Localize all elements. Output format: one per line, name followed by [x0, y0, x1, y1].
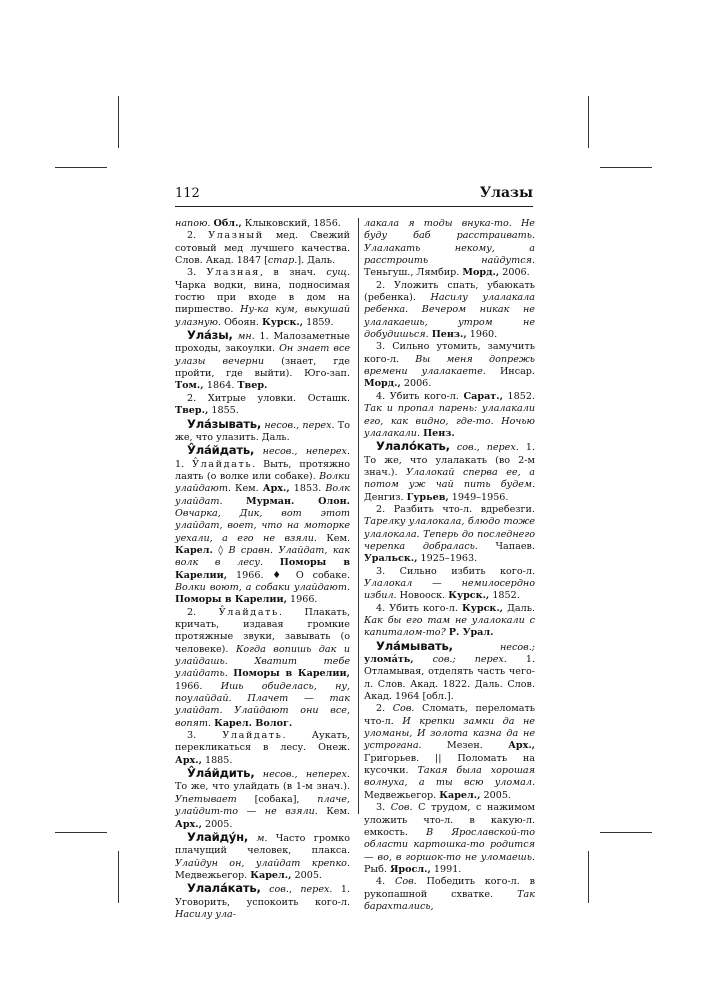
text-run: 1.	[175, 458, 193, 470]
italic-text: Так барахтались,	[364, 888, 535, 912]
bold-text: Курск.,	[262, 316, 304, 328]
italic-text: м.	[256, 832, 268, 844]
text-run: Теньгуш., Лямбир.	[364, 267, 463, 279]
text-run	[450, 442, 457, 453]
sense-paragraph	[364, 341, 535, 390]
sense-paragraph	[364, 876, 535, 913]
bold-text: Арх.,	[508, 740, 535, 752]
bold-text: Карел. Волог.	[214, 717, 293, 729]
italic-text: Он знает все улазы вечерни	[175, 343, 350, 367]
sense-paragraph	[175, 607, 350, 730]
text-run: мед. Свежий сотовый мед лучшего качества. Слов. Акад. 1847 [	[175, 230, 350, 267]
dictionary-entry	[175, 882, 350, 921]
bold-text: Гурьев,	[406, 491, 449, 503]
headword: Ула́мывать,	[376, 638, 453, 653]
headword: Улайду́н,	[187, 829, 249, 844]
dictionary-entry	[175, 831, 350, 882]
column-divider	[358, 218, 359, 814]
bold-text: Карел.	[175, 544, 213, 556]
crop-mark-bottom-right-h	[600, 832, 652, 833]
italic-text: напою.	[175, 218, 214, 229]
text-run: [собака],	[236, 793, 318, 805]
text-run: 1885.	[201, 754, 233, 766]
text-run: Чапаев.	[477, 540, 535, 552]
dictionary-entry	[175, 329, 350, 393]
text-run: 1. Уговорить, успокоить кого-л.	[175, 884, 350, 908]
bold-text: Твер.	[237, 380, 268, 392]
italic-text: Упетывает	[175, 793, 237, 805]
bold-text: Том.,	[175, 380, 207, 392]
italic-text: Вы меня допрежь времени улалакаете.	[364, 353, 536, 378]
text-run: Кем.	[316, 532, 350, 544]
text-run: 3. Сильно утомить, замучить кого-л.	[364, 341, 535, 365]
bold-text: Обл.,	[213, 218, 242, 229]
sense-paragraph	[364, 603, 535, 640]
text-run: 2.	[376, 703, 393, 715]
crop-mark-top-right-h	[600, 167, 652, 168]
sense-paragraph	[364, 280, 535, 342]
headword: У̂ла́йдать,	[187, 443, 255, 458]
italic-text: Сов.	[392, 703, 415, 715]
text-run: 3.	[187, 730, 223, 742]
text-run: Медвежьегор.	[364, 789, 440, 801]
headword: У̂ла́йдить,	[187, 766, 255, 781]
text-run: 1. То же, что улалакать (во 2-м знач.).	[364, 442, 535, 478]
bold-text: Твер.,	[175, 405, 209, 417]
text-run: 1966.	[286, 594, 318, 606]
text-run: 2.	[187, 606, 219, 618]
bold-text: Пенз.,	[431, 329, 467, 341]
bold-text: Морд.,	[462, 267, 500, 279]
text-run: 2.	[187, 230, 209, 242]
text-run: 2005.	[480, 789, 511, 801]
text-run: ◊	[212, 544, 229, 556]
text-run: 1855.	[208, 405, 239, 417]
italic-text: Ишь обиделась, ну, поулайдай. Плачет — так улайдат. Улайдают они все, вопят.	[175, 680, 350, 729]
text-run: 2. Разбить что-л. вдребезги.	[376, 503, 535, 515]
italic-text: Овчарка, Дик, вот этот улайдат, воет, что на моторке уехали, а его не взяли.	[175, 507, 350, 544]
bold-text: Арх.,	[175, 818, 202, 830]
bold-text: Яросл.,	[389, 863, 431, 875]
headword: Улала́кать,	[187, 881, 261, 896]
text-run: 2006.	[400, 378, 432, 390]
text-run: Григорьев. || Поломать на кусочки.	[364, 752, 535, 777]
dictionary-entry	[175, 418, 350, 445]
text-run: Сломать, переломать что-л.	[364, 703, 535, 727]
italic-text: Когда вопишь дак и улайдашь. Хватит тебе улайдать.	[175, 643, 350, 680]
text-run: 1. Малозаметные проходы, закоулки.	[175, 331, 350, 355]
headword: Ула́зывать,	[187, 416, 262, 431]
spaced-form: У̂лайдать	[218, 606, 279, 618]
bold-text: Курск.,	[462, 602, 504, 614]
text-run: ]. Даль.	[297, 255, 336, 267]
text-run: 1853.	[289, 483, 326, 495]
text-run: 1966.	[175, 680, 221, 692]
italic-text: Волки улайдают.	[175, 470, 350, 495]
sense-paragraph	[364, 802, 535, 876]
italic-text: сов., перех.	[269, 884, 333, 896]
italic-text: Улалокал — немилосердно избил.	[364, 577, 535, 602]
text-run: 4. Убить кого-л.	[376, 390, 464, 402]
italic-text: сов., перех.	[456, 442, 519, 454]
text-run: . Выть, протяжно лаять (о волке или собаке).	[175, 458, 350, 482]
text-run: 4. Убить кого-л.	[376, 602, 462, 614]
bold-text: Уральск.,	[364, 553, 418, 565]
text-run	[255, 769, 263, 780]
text-run: 3.	[187, 267, 207, 279]
sense-paragraph	[364, 391, 535, 440]
right-column	[364, 218, 535, 913]
sense-paragraph	[175, 393, 350, 418]
text-run	[223, 496, 246, 507]
text-run: 3.	[376, 802, 391, 814]
italic-text: Сов.	[394, 876, 417, 888]
italic-text: Ну-ка кум, выкушай улазную.	[175, 304, 350, 328]
italic-text: Волк улайдат.	[175, 483, 350, 507]
text-run: Мезен.	[421, 740, 509, 752]
text-run: Инсар.	[485, 366, 535, 378]
bold-text: Арх.,	[262, 483, 290, 495]
text-run: 2. Хитрые уловки. Осташк.	[187, 392, 350, 404]
text-run: . Плакать, кричать, издавая громкие протяжные звуки, завывать (о человеке).	[175, 606, 351, 655]
italic-text: несов.;	[499, 641, 535, 653]
bold-text: Поморы в Карелии,	[233, 668, 350, 680]
italic-text: Улайдун он, улайдат крепко.	[175, 857, 350, 869]
paragraph	[175, 218, 350, 230]
text-run: 1960.	[466, 329, 498, 341]
text-run: Кем.	[317, 806, 350, 818]
text-run: 3. Сильно избить кого-л.	[376, 565, 535, 577]
dictionary-entry	[364, 440, 535, 504]
text-run: 1852.	[489, 590, 520, 602]
text-run: , в знач.	[259, 267, 327, 279]
text-run: То же, что улазить. Даль.	[175, 419, 350, 443]
text-run: То же, что улайдать (в 1-м знач.).	[175, 781, 350, 793]
italic-text: Волки воют, а собаки улайдают.	[175, 581, 350, 593]
italic-text: мн.	[237, 331, 255, 343]
dictionary-entry	[364, 640, 535, 704]
italic-text: Как бы его там не улалокали с капиталом-то?	[364, 615, 535, 639]
sense-paragraph	[364, 504, 535, 566]
sense-paragraph	[175, 730, 350, 767]
text-run	[254, 446, 262, 457]
dictionary-entry	[175, 444, 350, 606]
text-run	[414, 654, 433, 665]
text-run: С трудом, с нажимом уложить что-л. в какую-л. емкость.	[364, 802, 535, 838]
header-rule	[175, 206, 533, 207]
text-run: 2006.	[499, 267, 530, 279]
bold-text: Курск.,	[448, 590, 490, 602]
bold-text: Пенз.	[423, 427, 455, 439]
spaced-form: Улазная	[206, 267, 260, 279]
italic-text: В Ярославской-то области картошка-то родится — во, в горшок-то не уломаешь.	[364, 826, 535, 863]
crop-mark-bottom-right	[588, 851, 589, 903]
text-run: 2. Уложить спать, убаюкать (ребенка).	[364, 279, 535, 304]
text-run: Обоян.	[221, 316, 263, 328]
crop-mark-top-left-h	[55, 167, 107, 168]
italic-text: несов., неперех.	[262, 769, 350, 781]
text-run: (знает, где пройти, где выйти). Юго-зап.	[175, 355, 350, 380]
text-run: Кем.	[230, 483, 263, 495]
paragraph	[364, 218, 535, 280]
italic-text: И крепки замки да не уломаны, И золота казна да не устрогана.	[364, 715, 535, 752]
bold-text: Карел.,	[439, 789, 481, 801]
bold-text: Р. Урал.	[448, 627, 494, 639]
text-run: Рыб.	[364, 863, 390, 875]
italic-text: Насилу ула-	[175, 908, 236, 920]
text-run: 2005.	[201, 818, 233, 830]
headword: Ула́зы,	[187, 328, 233, 343]
italic-text: Сов.	[390, 802, 413, 814]
spaced-form: У̂лайдать	[192, 458, 253, 470]
text-run: 1859.	[303, 316, 334, 328]
italic-text: В сравн. Улайдат, как волк в лесу.	[175, 544, 351, 569]
text-run: 1852.	[502, 390, 535, 402]
italic-text: сов.; перех.	[432, 654, 507, 666]
italic-text: Тарелку улалокала, блюдо тоже улалокала. Теперь до последнего черепка добралась.	[364, 516, 535, 552]
bold-text: Мурман. Олон.	[245, 495, 350, 507]
text-run: Клыковский, 1856.	[241, 218, 341, 229]
running-head: Улазы	[479, 185, 533, 201]
text-run: Денгиз.	[364, 491, 407, 503]
sense-paragraph	[175, 267, 350, 329]
text-run: Медвежьегор.	[175, 869, 251, 881]
text-run: 1991.	[430, 863, 462, 875]
text-run: Даль.	[503, 602, 535, 614]
page-number: 112	[175, 186, 200, 201]
text-run: . Аукать, перекликаться в лесу. Онеж.	[175, 730, 350, 754]
spaced-form: Улазный	[208, 230, 264, 242]
spaced-form: Улайдать	[222, 730, 283, 742]
bold-text: Поморы в Карелии,	[175, 594, 287, 606]
sense-paragraph	[364, 566, 535, 603]
text-run: 1925–1963.	[417, 553, 478, 565]
sense-paragraph	[364, 703, 535, 802]
italic-text: Улалокай сперва ее, а потом уж чай пить будем.	[364, 466, 535, 491]
dictionary-entry	[175, 767, 350, 831]
bold-text: Морд.,	[364, 378, 401, 390]
italic-text: сущ.	[326, 267, 350, 279]
text-run: 1949–1956.	[448, 491, 509, 503]
crop-mark-top-left	[118, 96, 119, 148]
bold-text: Карел.,	[250, 869, 292, 881]
crop-mark-top-right	[588, 96, 589, 148]
bold-text: Сарат.,	[463, 390, 503, 402]
text-run: Новооск.	[396, 590, 449, 602]
bold-text: Поморы в Карелии,	[175, 557, 350, 581]
text-run	[261, 884, 269, 895]
italic-text: Так и пропал парень: улалакали его, как видно, где-то. Ночью улалакали.	[364, 403, 535, 439]
italic-text: несов., неперех.	[262, 446, 350, 458]
text-run	[453, 642, 500, 653]
italic-text: стар.	[267, 255, 298, 267]
italic-text: плаче, улайдит-то — не взяли.	[175, 793, 350, 818]
text-run: 2005.	[291, 869, 322, 881]
italic-text: Насилу улалакала ребенка. Вечером никак не улалакаешь, утром не добудишься.	[364, 292, 535, 341]
text-run: Чарка водки, вина, подносимая гостю при входе в дом на пиршество.	[175, 279, 350, 316]
text-run	[263, 557, 280, 568]
crop-mark-bottom-left-h	[55, 832, 107, 833]
italic-text: несов., перех.	[264, 419, 335, 431]
italic-text: лакала я тоды внука-то. Не буду баб расстраивать. Улалакать некому, а расстроить найдутся.	[364, 218, 535, 267]
italic-text: Такая была хорошая волнуха, а ты всю уломал.	[364, 765, 536, 789]
text-run: 1864.	[206, 380, 238, 392]
text-run: Часто громко плачущий человек, плакса.	[175, 832, 350, 857]
left-column	[175, 218, 350, 921]
headword: Улало́кать,	[376, 439, 450, 454]
text-run: 4.	[376, 876, 395, 888]
text-run: 1966. ♦ О собаке.	[227, 569, 350, 581]
crop-mark-bottom-left	[118, 851, 119, 903]
sense-paragraph	[175, 230, 350, 267]
text-run: Победить кого-л. в рукопашной схватке.	[364, 876, 535, 900]
text-run: 1. Отламывая, отделять часть чего-л. Слов. Акад. 1822. Даль. Слов. Акад. 1964 [обл.].	[364, 654, 536, 703]
bold-text: Арх.,	[175, 754, 202, 766]
page-header	[175, 186, 533, 204]
bold-text: улома́ть,	[364, 654, 414, 666]
